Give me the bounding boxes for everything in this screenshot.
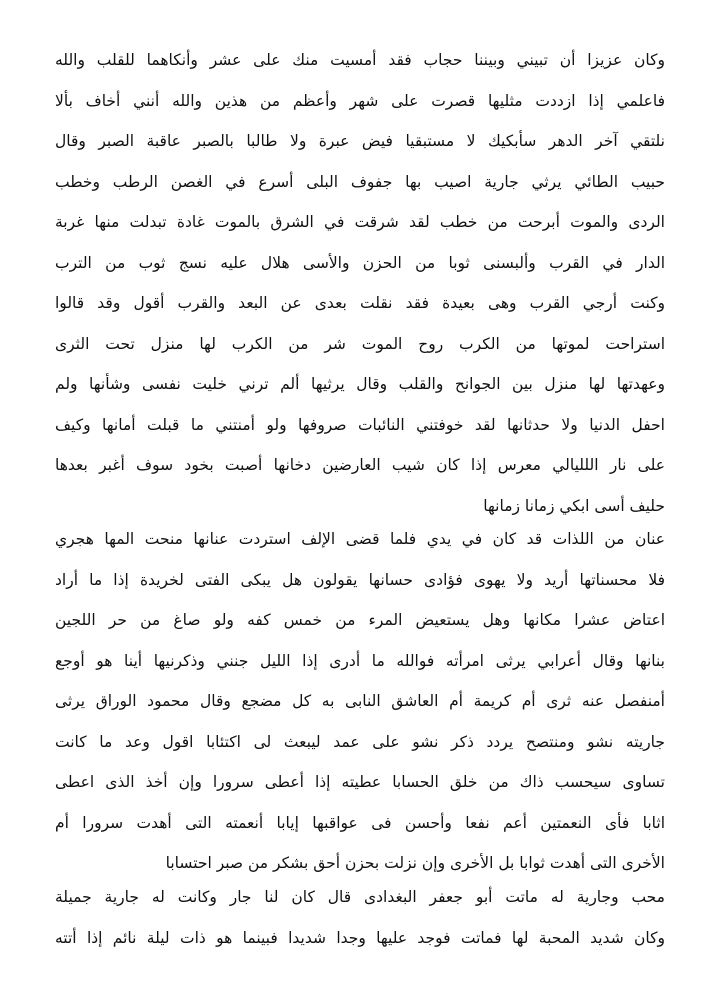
text-line: اثابا فأى النعمتين أعم نفعا وأحسن فى عواقبها إيابا أنعمته التى أهدت سرورا أم — [55, 813, 665, 832]
text-line: نلتقي آخر الدهر سأبكيك لا مستبقيا فيض عبرة ولا طالبا بالصبر عاقبة الصبر وقال — [55, 132, 665, 150]
paragraph — [55, 877, 665, 958]
text-line: فلا محسناتها أريد ولا يهوى فؤادى حسانها يقولون هل يبكى الفتى لخريدة إذا ما أراد — [55, 570, 665, 589]
text-line: عنان من اللذات قد كان في يدي فلما قضى الإلف استردت عنانها منحت المها هجري — [55, 530, 665, 548]
text-line: الردى والموت أبرحت من خطب لقد شرقت في الشرق بالموت غادة تبدلت منها غربة — [55, 213, 665, 231]
text-line: الدار في القرب وألبسنى ثوبا من الحزن والأسى هلال عليه نسج ثوب من الترب — [55, 253, 665, 272]
text-line: محب وجارية له ماتت أبو جعفر البغدادى قال كان لنا جار وكانت له جارية جميلة — [55, 888, 665, 906]
text-line: أمنفصل عنه ثرى أم كريمة أم العاشق النابى به كل مضجع وقال محمود الوراق يرثى — [55, 692, 665, 710]
text-line: اعتاض عشرا مكانها وهل يستعيض المرء من خمس كفه ولو صاغ من حر اللجين — [55, 611, 665, 629]
paragraph — [55, 519, 665, 884]
text-line: جاريته نشو ومنتصح يردد ذكر نشو على عمد ليبعث لى اكتئابا اقول وعد ما كانت — [55, 732, 665, 751]
text-line: استراحت لموتها من الكرب روح الموت شر من الكرب لها منزل تحت الثرى — [55, 334, 665, 353]
paragraph — [55, 40, 665, 526]
text-line: وكنت أرجي القرب وهى بعيدة فقد نقلت بعدى عن البعد والقرب أقول وقد قالوا — [55, 294, 665, 312]
text-line: وعهدتها لها منزل بين الجوانح والقلب وقال يرثيها ألم ترني خليت نفسى وشأنها ولم — [55, 375, 665, 393]
text-line: حليف أسى ابكي زمانا زمانها — [483, 496, 665, 515]
text-line: وكان شديد المحبة لها فماتت فوجد عليها وجدا شديدا فبينما هو ذات ليلة نائم إذا أتته — [55, 928, 665, 947]
text-line: احفل الدنيا ولا حدثانها لقد خوفتني النائبات صروفها ولو أمنتني ما قبلت أمانها وكيف — [55, 415, 665, 434]
text-line: فاعلمي إذا ازددت مثليها قصرت على شهر وأعظم من هذين والله أنني أخاف بألا — [55, 91, 665, 110]
text-line: حبيب الطائي يرثي جارية اصيب بها جفوف البلى أسرع في الغصن الرطب وخطب — [55, 172, 665, 191]
text-line: الأخرى التى أهدت ثوابا بل الأخرى وإن نزلت بحزن أحق بشكر من صبر احتسابا — [165, 854, 665, 872]
text-line: وكان عزيزا أن تبيني وبيننا حجاب فقد أمسيت منك على عشر وأنكاهما للقلب والله — [55, 51, 665, 69]
text-line: بنانها وقال أعرابي يرثى امرأته فوالله ما أدرى إذا الليل جنني وذكرنيها أينا هو أوجع — [55, 651, 665, 670]
text-line: تساوى سيحسب ذاك من خلق الحسابا عطيته إذا أعطى سرورا وإن أخذ الذى اعطى — [55, 773, 665, 791]
text-line: على نار اللليالي معرس إذا كان شيب العارضين دخانها أصبت بخود سوف أغبر بعدها — [55, 456, 665, 474]
